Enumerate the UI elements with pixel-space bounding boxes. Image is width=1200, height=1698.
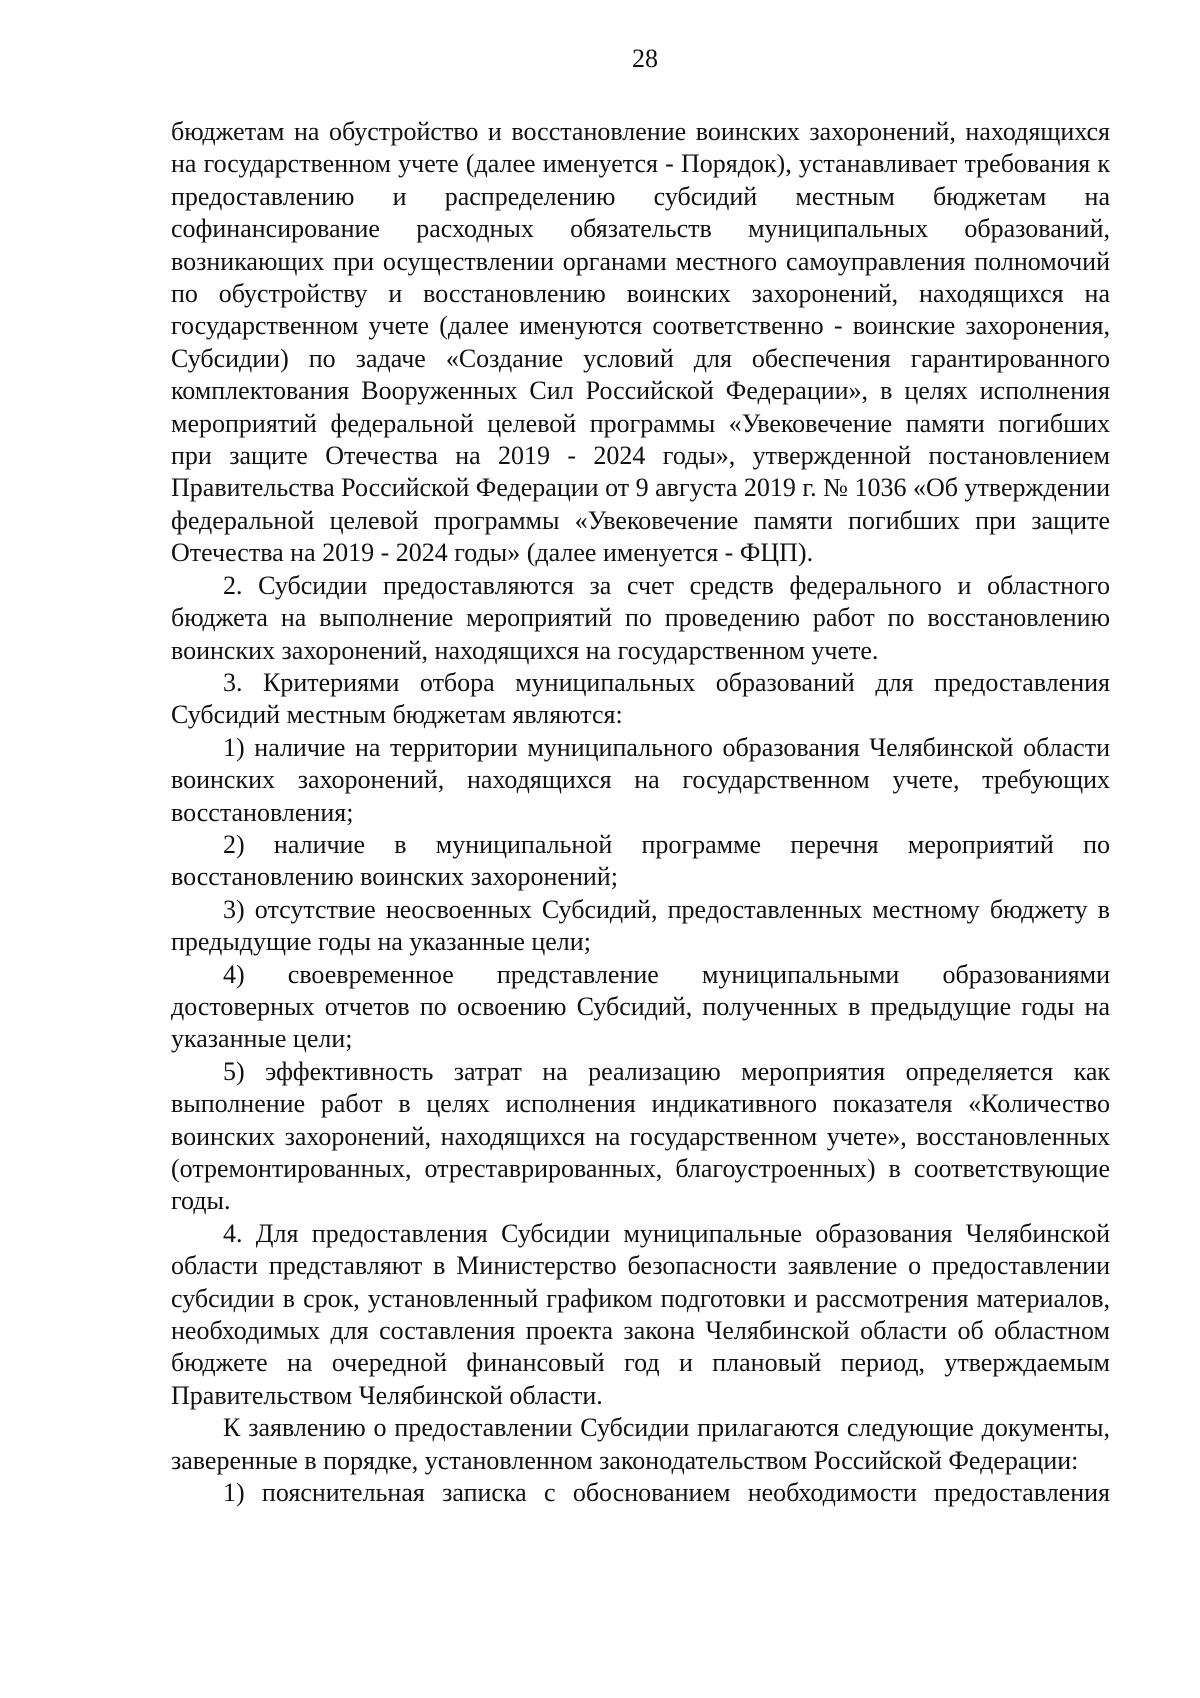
criterion-4: 4) своевременное представление муниципальными образованиями достоверных отчетов по освоению Субсидий, полученных в предыдущие годы на указанные цели; bbox=[171, 959, 1110, 1054]
criterion-1: 1) наличие на территории муниципального образования Челябинской области воинских захоронений, находящихся на государственном учете, требующих восстановления; bbox=[171, 732, 1110, 827]
paragraph-item-4: 4. Для предоставления Субсидии муниципальные образования Челябинской области представляют в Министерство безопасности заявление о предоставлении субсидии в срок, установленный графиком подготовки и рассмотрения материалов, необходимых для составления проекта закона Челябинской области об областном бюджете на очередной финансовый год и плановый период, утверждаемым Правительством Челябинской области. bbox=[171, 1218, 1110, 1410]
page-number: 28 bbox=[632, 44, 658, 73]
paragraph-attachments: К заявлению о предоставлении Субсидии прилагаются следующие документы, заверенные в порядке, установленном законодательством Российской Федерации: bbox=[171, 1413, 1110, 1475]
criterion-3: 3) отсутствие неосвоенных Субсидий, предоставленных местному бюджету в предыдущие годы на указанные цели; bbox=[171, 894, 1110, 957]
criterion-5: 5) эффективность затрат на реализацию мероприятия определяется как выполнение работ в целях исполнения индикативного показателя «Количество воинских захоронений, находящихся на государственном учете», восстановленных (отремонтированных, отреставрированных, благоустроенных) в соответствующие годы. bbox=[171, 1056, 1110, 1216]
attachment-item-1: 1) пояснительная записка с обоснованием необходимости предоставления bbox=[223, 1478, 1110, 1508]
criterion-2: 2) наличие в муниципальной программе перечня мероприятий по восстановлению воинских захоронений; bbox=[171, 829, 1110, 892]
paragraph-item-2: 2. Субсидии предоставляются за счет средств федерального и областного бюджета на выполнение мероприятий по проведению работ по восстановлению воинских захоронений, находящихся на государственном учете. bbox=[171, 570, 1110, 665]
paragraph-intro: бюджетам на обустройство и восстановление воинских захоронений, находящихся на государственном учете (далее именуется - Порядок), устанавливает требования к предоставлению и распределению субсидий местным бюджетам на софинансирование расходных обязательств муниципальных образований, возникающих при осуществлении органами местного самоуправления полномочий по обустройству и восстановлению воинских захоронений, находящихся на государственном учете (далее именуются соответственно - воинские захоронения, Субсидии) по задаче «Создание условий для обеспечения гарантированного комплектования Вооруженных Сил Российской Федерации», в целях исполнения мероприятий федеральной целевой программы «Увековечение памяти погибших при защите Отечества на 2019 - 2024 годы», утвержденной постановлением Правительства Российской Федерации от 9 августа 2019 г. № 1036 «Об утверждении федеральной целевой программы «Увековечение памяти погибших при защите Отечества на 2019 - 2024 годы» (далее именуется - ФЦП). bbox=[171, 117, 1110, 568]
document-body bbox=[171, 116, 1110, 1509]
paragraph-item-3: 3. Критериями отбора муниципальных образований для предоставления Субсидий местным бюджетам являются: bbox=[171, 667, 1110, 730]
